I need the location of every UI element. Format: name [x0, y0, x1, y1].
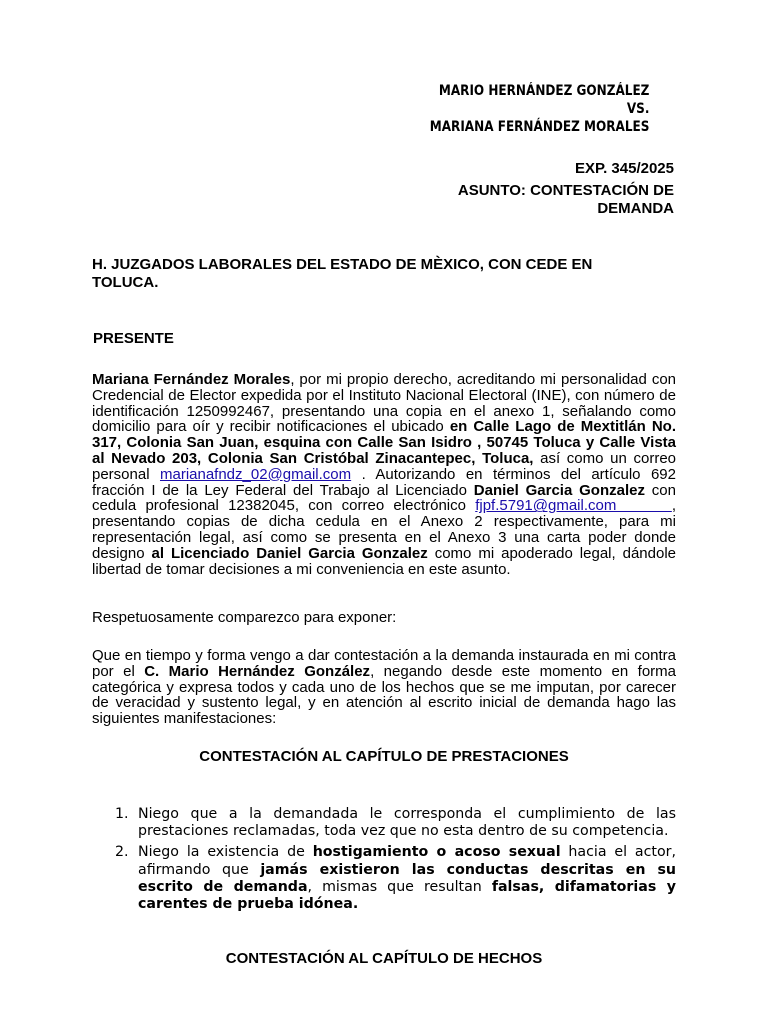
text-segment: como mi apoderado legal, dándole libertad de tomar decisiones a mi conveniencia en este asunto.: [92, 544, 677, 578]
case-parties: [429, 82, 649, 136]
plaintiff-name: MARIO HERNÁNDEZ GONZÁLEZ: [438, 83, 649, 99]
introduction-paragraph: [92, 372, 676, 577]
bold-segment: jamás existieron las conductas descritas en su escrito de demanda: [138, 861, 677, 895]
text-segment: con cedula profesional 12382045, con correo electrónico: [92, 481, 676, 515]
text-segment: , por mi propio derecho, acreditando mi personalidad con Credencial de Elector expedida por el Instituto Nacional Electoral (INE), con número de identificación 1250992467, presentando una copia en el anexo 1, señalando como domicilio para oír y recibir notificaciones el ubicado: [92, 371, 676, 436]
versus-label: VS.: [626, 101, 649, 117]
text-segment: Niego la existencia de: [138, 844, 313, 861]
plaintiff-name-bold: C. Mario Hernández González: [144, 662, 371, 680]
court-addressee: H. JUZGADOS LABORALES DEL ESTADO DE MÈXICO, CON CEDE EN TOLUCA.: [92, 256, 593, 291]
numbered-list: [110, 806, 676, 917]
list-item-text: Niego que a la demandada le corresponda el cumplimiento de las prestaciones reclamadas, toda vez que no esta dentro de su competencia.: [138, 806, 676, 840]
case-number: EXP. 345/2025: [575, 160, 674, 177]
case-reference: [458, 160, 674, 218]
personal-email-link[interactable]: marianafndz_02@gmail.com: [159, 465, 352, 483]
section-heading-hechos: CONTESTACIÓN AL CAPÍTULO DE HECHOS: [225, 950, 543, 967]
subject-line-1: ASUNTO: CONTESTACIÓN DE: [457, 182, 674, 199]
section-heading-prestaciones: CONTESTACIÓN AL CAPÍTULO DE PRESTACIONES: [199, 748, 569, 765]
response-paragraph: [92, 648, 676, 727]
list-number: 2.: [115, 844, 129, 861]
text-segment: , presentando copias de dicha cedula en el Anexo 2 respectivamente, para mi representación legal, así como se presenta en el Anexo 3 una carta poder donde designo: [92, 497, 676, 562]
text-segment: , mismas que resultan: [307, 878, 492, 895]
defendant-name: MARIANA FERNÁNDEZ MORALES: [429, 119, 649, 135]
list-item: [110, 844, 676, 913]
text-segment: . Autorizando en términos del artículo 692 fracción I de la Ley Federal del Trabajo al Licenciado: [92, 465, 676, 499]
address-bold: en Calle Lago de Mextitlán No. 317, Colonia San Juan, esquina con Calle San Isidro , 50745 Toluca y Calle Vista al Nevado 203, Colonia San Cristóbal Zinacantepec, Toluca,: [92, 418, 677, 467]
text-segment: hacia el actor, afirmando que: [138, 844, 677, 878]
text-segment: , negando desde este momento en forma categórica y expresa todos y cada uno de los hechos que se me imputan, por carecer de veracidad y sustento legal, y en atención al escrito inicial de demanda hago las siguientes manifestaciones:: [92, 662, 676, 728]
list-number: 1.: [115, 806, 129, 822]
bold-segment: falsas, difamatorias y carentes de prueba idónea.: [138, 878, 676, 913]
presente-heading: PRESENTE: [93, 330, 174, 347]
defendant-name-bold: Mariana Fernández Morales: [92, 371, 291, 388]
lawyer-designation-bold: al Licenciado Daniel Garcia Gonzalez: [151, 544, 428, 562]
appearance-statement: Respetuosamente comparezco para exponer:: [92, 609, 397, 626]
text-segment: Que en tiempo y forma vengo a dar contestación a la demanda instaurada en mi contra por el: [92, 647, 676, 680]
text-segment: así como un correo personal: [92, 449, 677, 483]
bold-segment: hostigamiento o acoso sexual: [312, 844, 561, 861]
lawyer-name-bold: Daniel Garcia Gonzalez: [473, 481, 645, 499]
list-item: [110, 806, 676, 840]
lawyer-email-link[interactable]: fjpf.5791@gmail.com: [475, 497, 672, 515]
subject-line-2: DEMANDA: [597, 200, 674, 217]
